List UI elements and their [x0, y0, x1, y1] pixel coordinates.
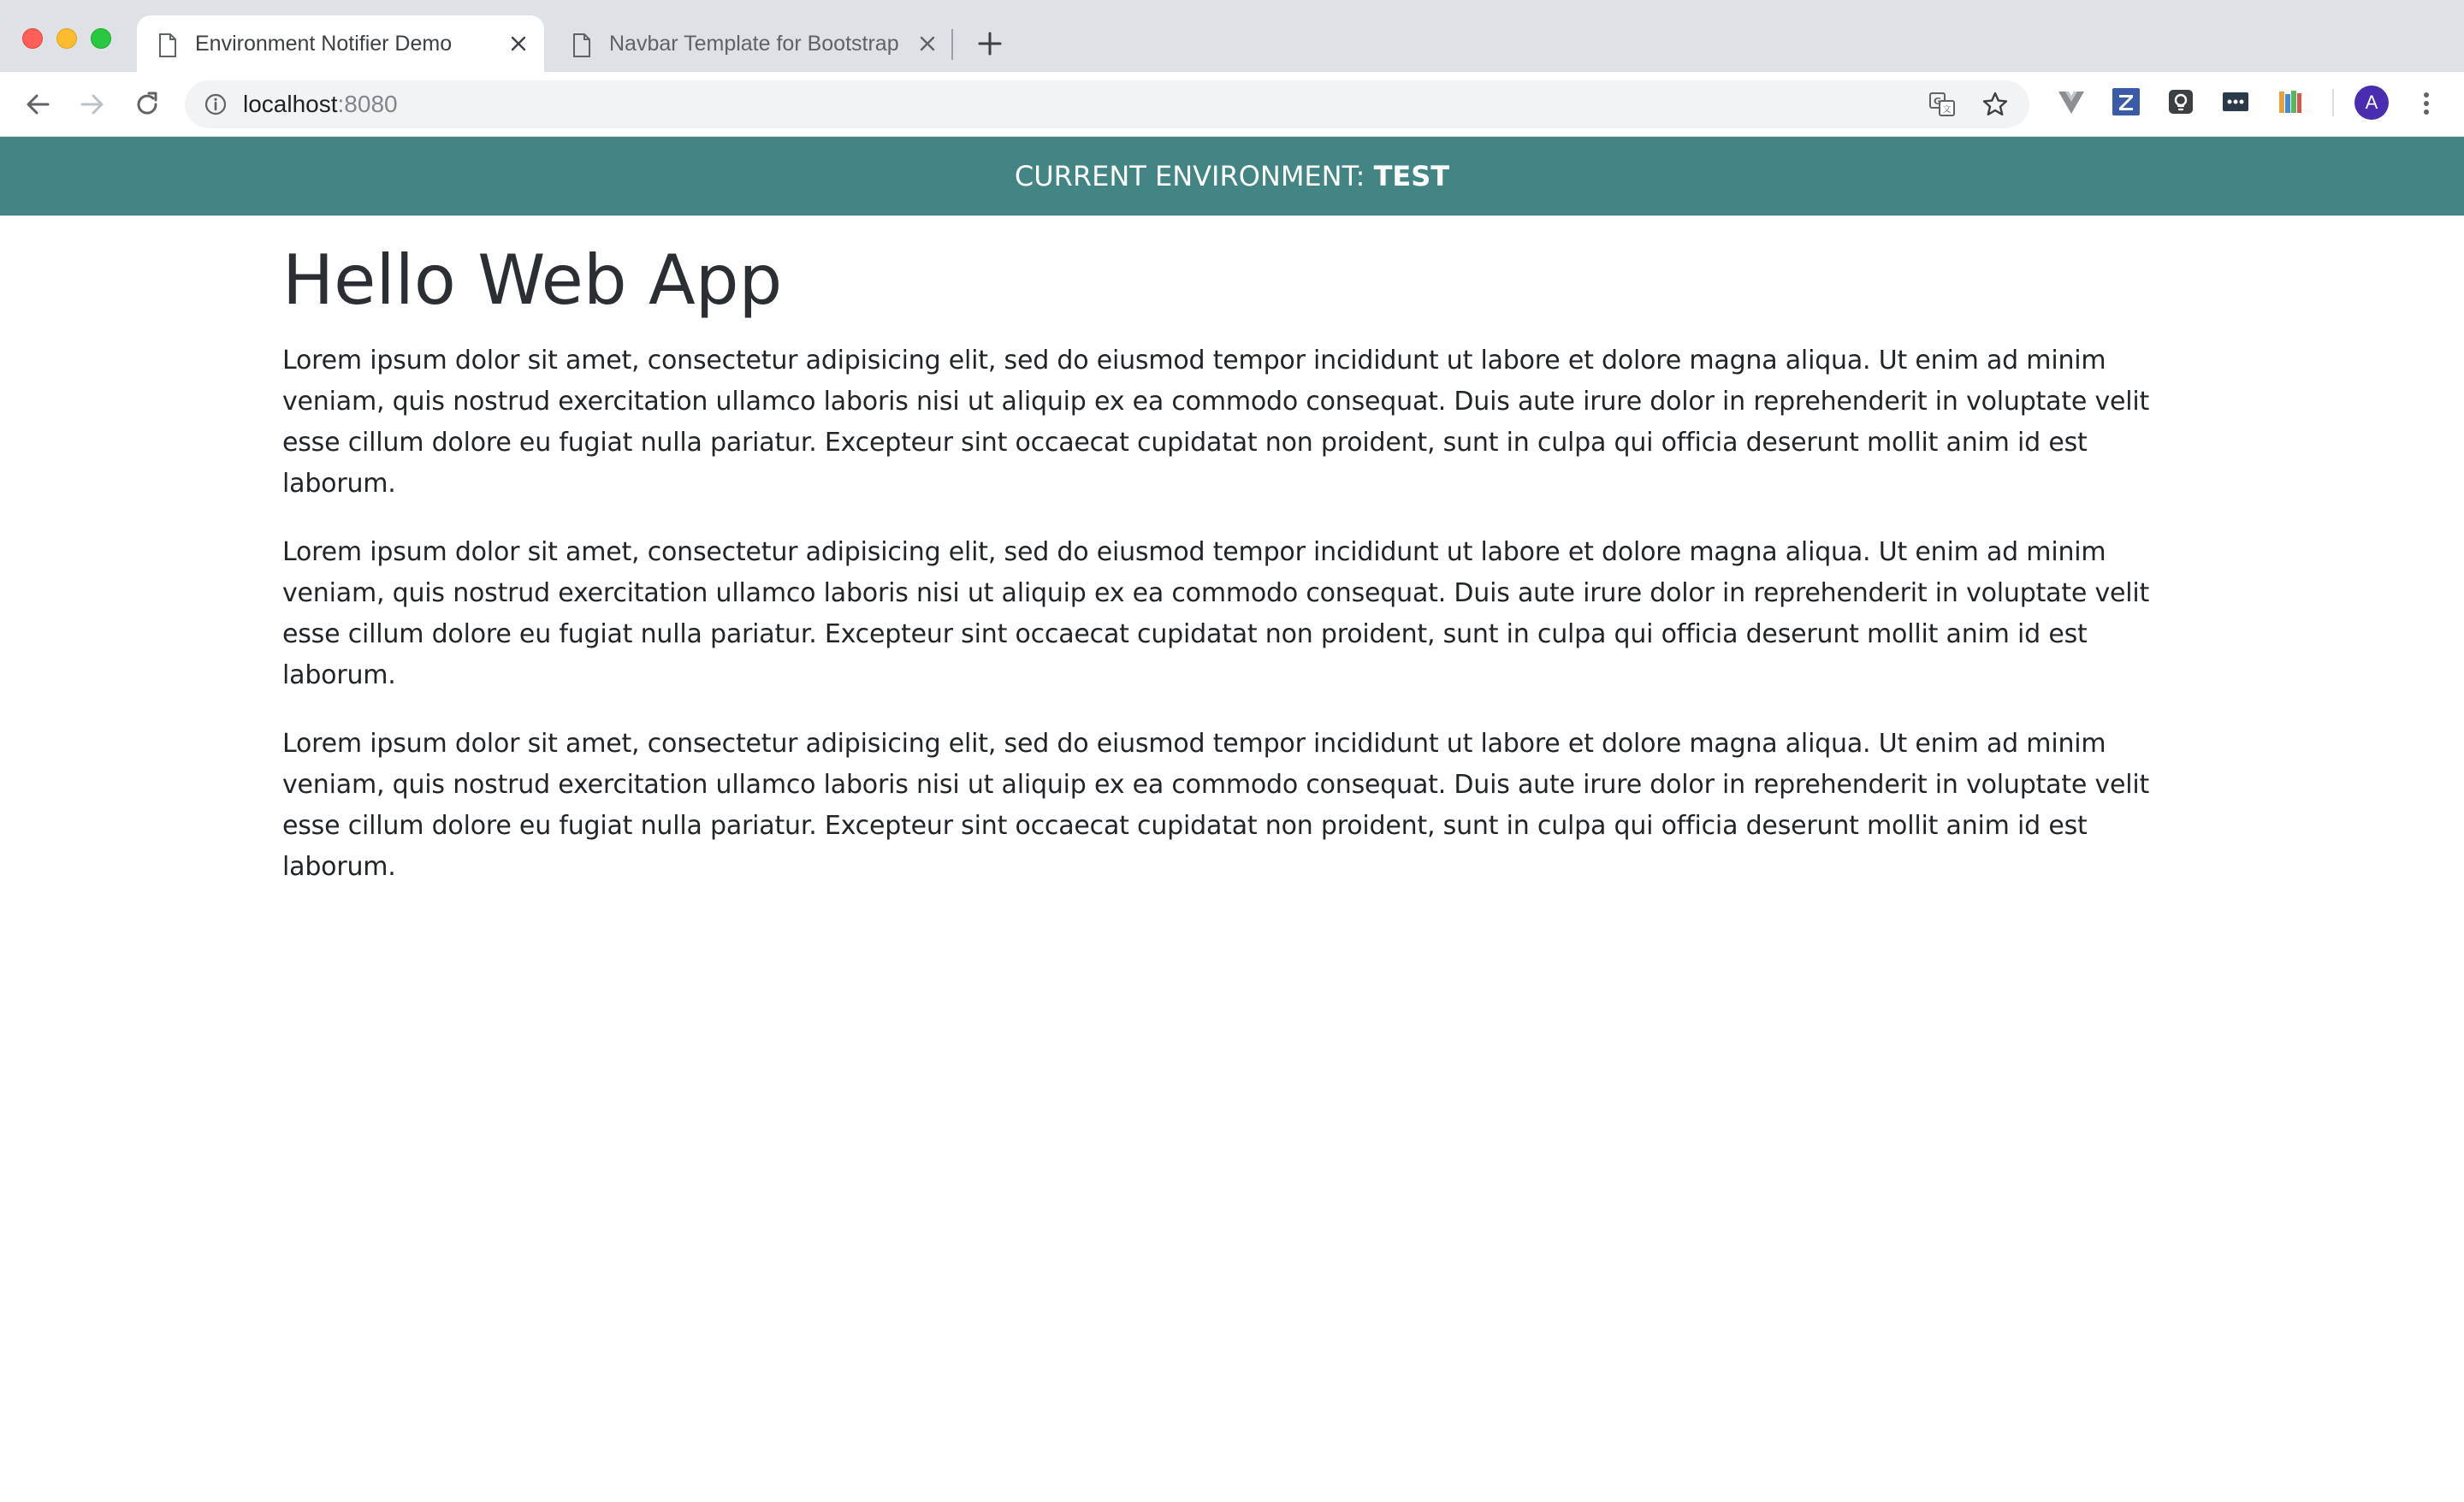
browser-toolbar: [0, 72, 2464, 137]
environment-banner: [0, 137, 2464, 216]
body-paragraph: Lorem ipsum dolor sit amet, consectetur adipisicing elit, sed do eiusmod tempor incididunt ut labore et dolore magna aliqua. Ut enim ad minim veniam, quis nostrud exercitation ullamco laboris nisi ut aliquip ex ea commodo consequat. Duis aute irure dolor in reprehenderit in voluptate velit esse cillum dolore eu fugiat nulla pariatur. Excepteur sint occaecat cupidatat non proident, sunt in culpa qui officia deserunt mollit anim id est laborum.: [282, 346, 2150, 499]
tab-title: Navbar Template for Bootstrap: [609, 32, 899, 56]
more-extension-icon[interactable]: [2221, 87, 2250, 116]
tab-title: Environment Notifier Demo: [195, 32, 453, 56]
vue-devtools-icon[interactable]: [2057, 87, 2086, 116]
profile-avatar[interactable]: A: [2354, 86, 2389, 120]
close-icon[interactable]: [508, 33, 529, 54]
window-close-button[interactable]: [22, 28, 43, 49]
toolbar-divider: [2332, 89, 2334, 116]
close-icon[interactable]: [917, 33, 938, 54]
bookshelf-extension-icon[interactable]: [2276, 87, 2305, 116]
back-icon[interactable]: [22, 89, 53, 120]
svg-text:G: G: [1933, 96, 1942, 107]
main-content: [282, 231, 2190, 915]
new-tab-plus-icon[interactable]: [975, 29, 1004, 58]
window-maximize-button[interactable]: [91, 28, 111, 49]
address-bar[interactable]: [185, 80, 2029, 128]
tab-environment-notifier-demo[interactable]: [137, 15, 544, 72]
svg-text:文: 文: [1942, 105, 1952, 115]
body-paragraph: Lorem ipsum dolor sit amet, consectetur adipisicing elit, sed do eiusmod tempor incididunt ut labore et dolore magna aliqua. Ut enim ad minim veniam, quis nostrud exercitation ullamco laboris nisi ut aliquip ex ea commodo consequat. Duis aute irure dolor in reprehenderit in voluptate velit esse cillum dolore eu fugiat nulla pariatur. Excepteur sint occaecat cupidatat non proident, sunt in culpa qui officia deserunt mollit anim id est laborum.: [282, 537, 2150, 690]
kebab-menu-icon[interactable]: [2414, 89, 2438, 118]
window-minimize-button[interactable]: [56, 28, 77, 49]
environment-label: CURRENT ENVIRONMENT:: [1014, 160, 1374, 192]
url-port: :8080: [337, 91, 398, 117]
url-text: [243, 80, 398, 128]
document-icon: [157, 33, 178, 57]
document-icon: [572, 33, 592, 57]
translate-icon[interactable]: [1928, 91, 1956, 118]
environment-value: TEST: [1373, 160, 1450, 192]
star-icon[interactable]: [1981, 91, 2009, 118]
body-paragraph: Lorem ipsum dolor sit amet, consectetur adipisicing elit, sed do eiusmod tempor incididunt ut labore et dolore magna aliqua. Ut enim ad minim veniam, quis nostrud exercitation ullamco laboris nisi ut aliquip ex ea commodo consequat. Duis aute irure dolor in reprehenderit in voluptate velit esse cillum dolore eu fugiat nulla pariatur. Excepteur sint occaecat cupidatat non proident, sunt in culpa qui officia deserunt mollit anim id est laborum.: [282, 729, 2150, 882]
tab-navbar-template[interactable]: [551, 15, 953, 72]
zotero-icon[interactable]: [2112, 87, 2141, 116]
reload-icon[interactable]: [132, 89, 163, 120]
info-icon[interactable]: [204, 92, 228, 116]
tab-divider: [951, 29, 953, 60]
url-host: localhost: [243, 91, 338, 117]
page-title: Hello Web App: [282, 240, 783, 320]
bulb-extension-icon[interactable]: [2166, 87, 2195, 116]
tab-strip: [0, 0, 2464, 72]
forward-icon[interactable]: [77, 89, 108, 120]
